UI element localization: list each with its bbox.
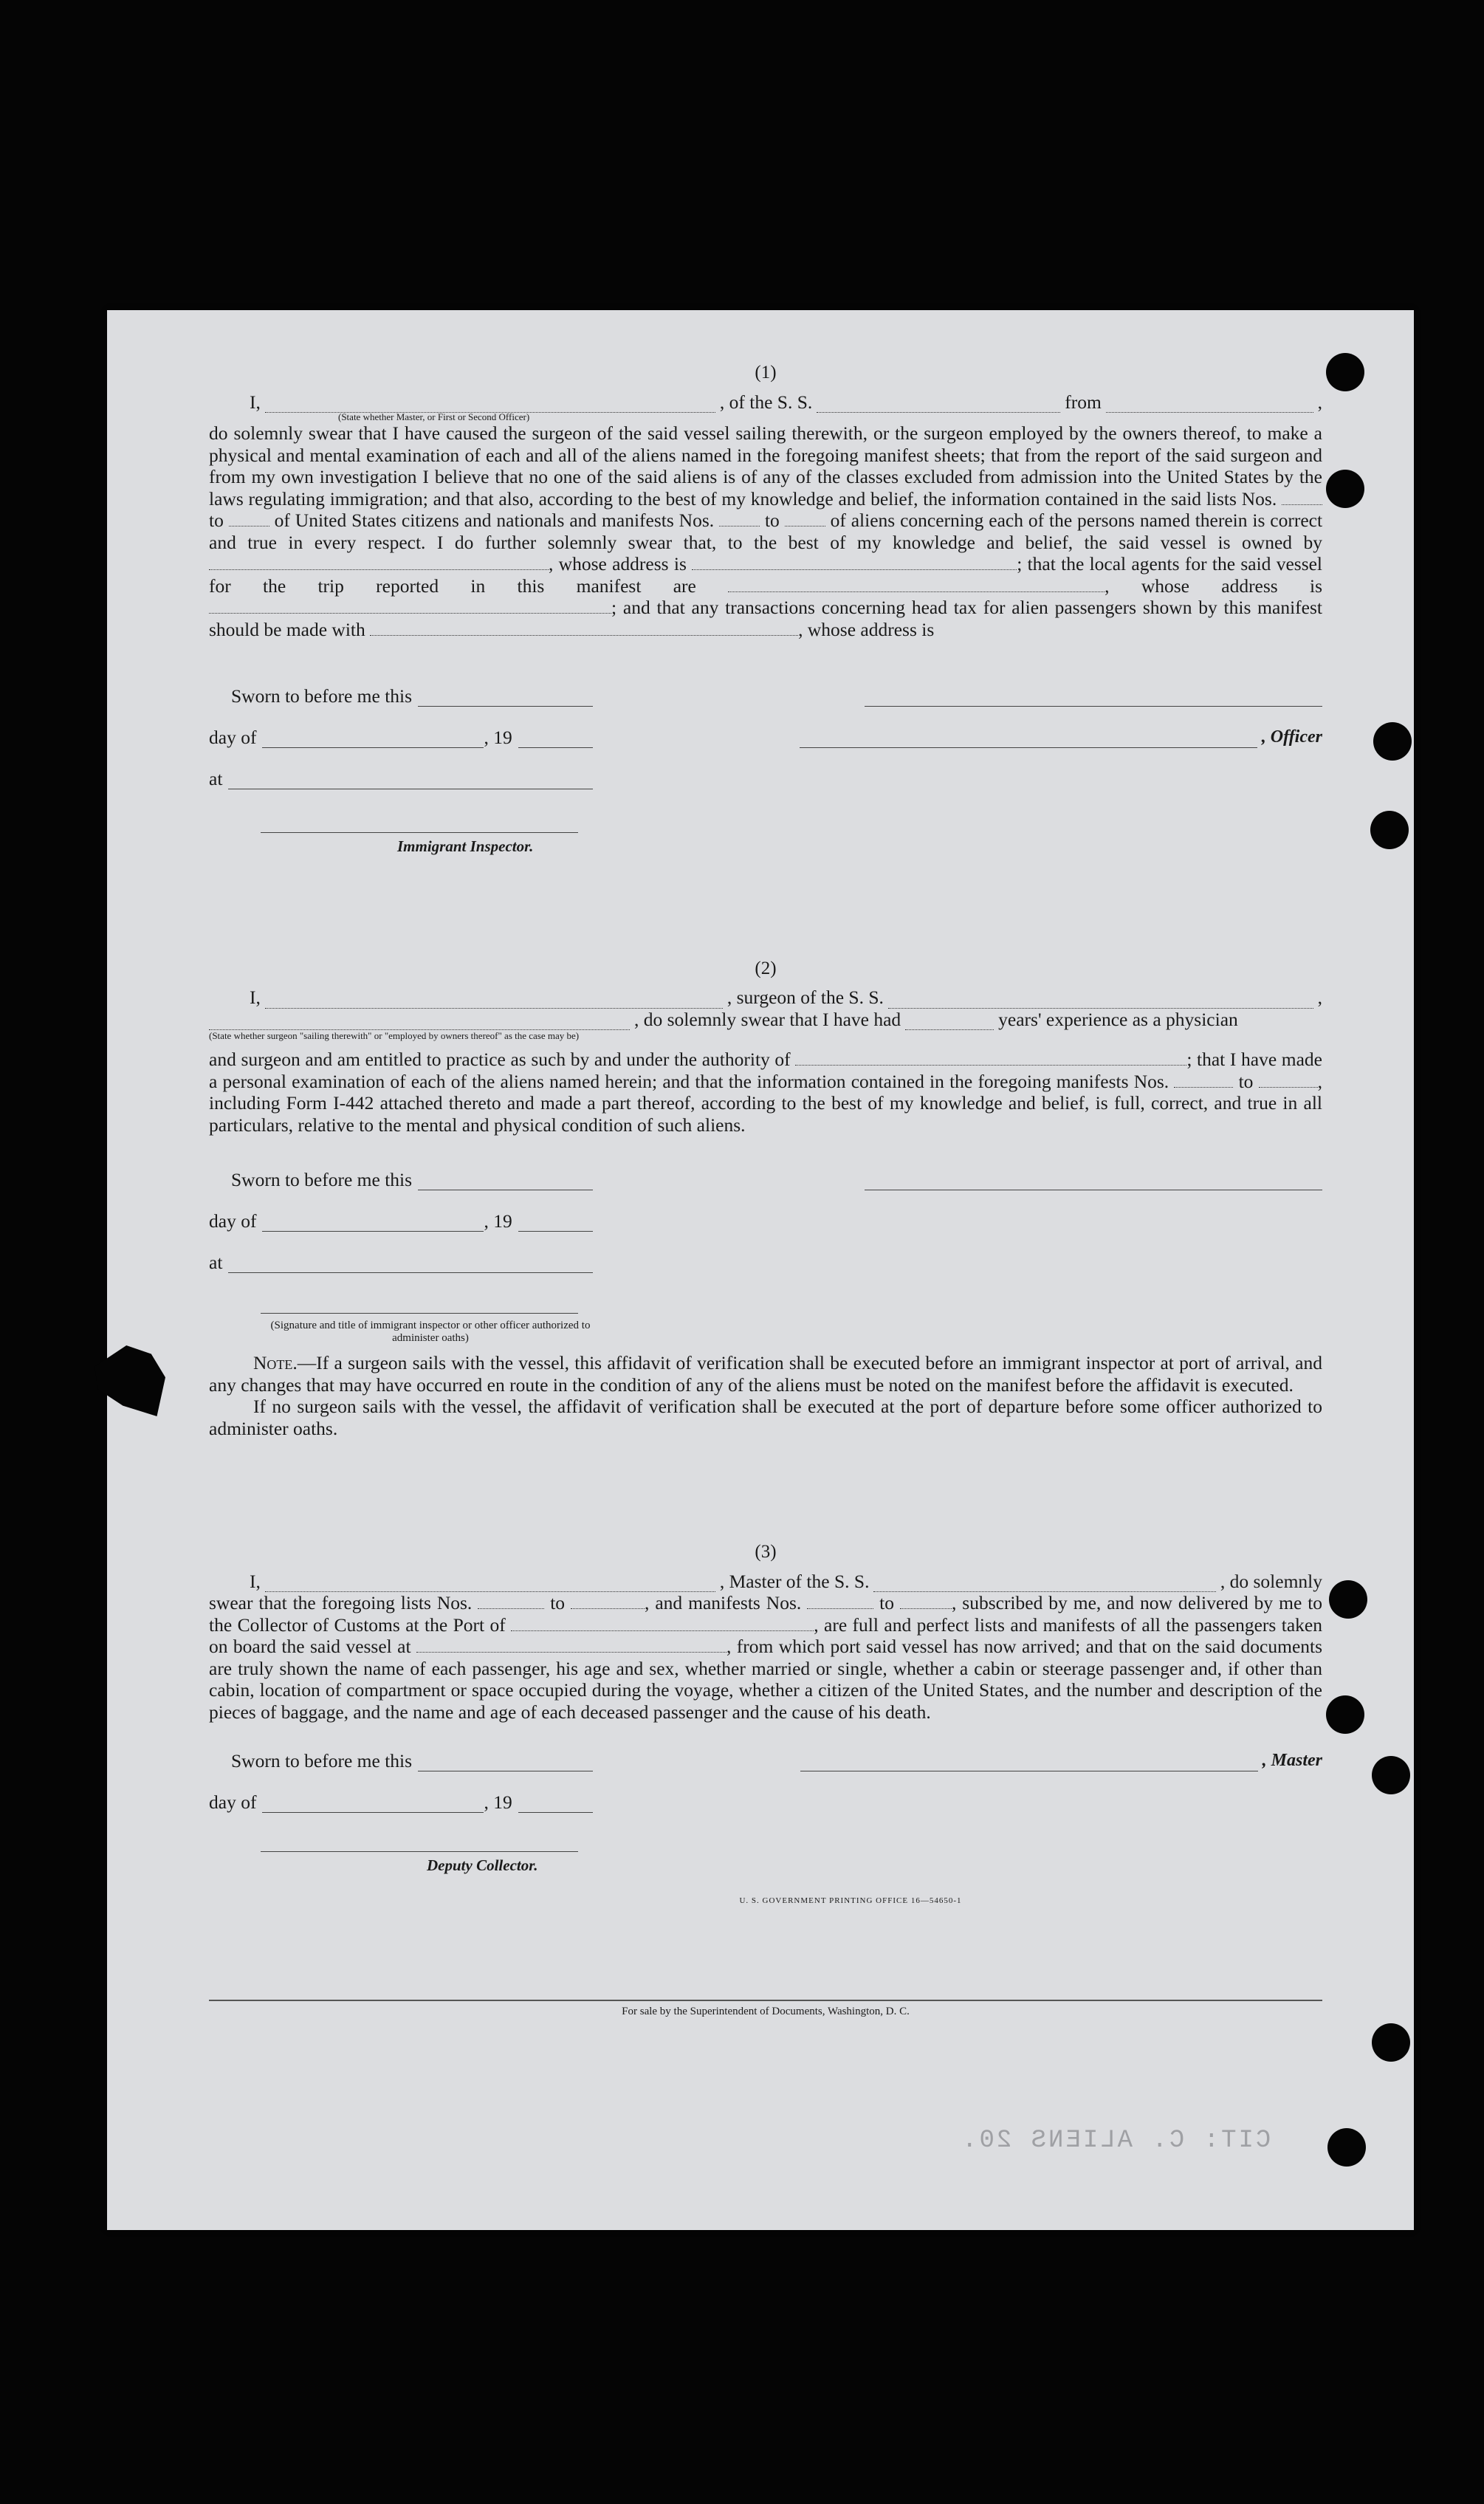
punch-hole bbox=[1372, 2023, 1410, 2062]
oath-paragraph: do solemnly swear that I have caused the surgeon of the said vessel sailing therewith, or the surgeon employed by the owners thereof, to make a physical and mental examination of each and all of the aliens named in the foregoing manifest sheets; that from the report of the said surgeon and from my own investigation I believe that no one of the said aliens is of any of the classes excluded from admission into the United States by the laws regulating immigration; and that also, according to the best of my knowledge and belief, the information contained in the said lists Nos. to of United States citizens and nationals and manifests Nos. to of aliens concerning each of the persons named therein is correct and true in every respect. I do further solemnly swear that, to the best of my knowledge and belief, the said vessel is owned by , whose address is ; that the local agents for the said vessel for the trip reported in this manifest are , whose address is ; and that any transactions concerning head tax for alien passengers shown by this manifest should be made with , whose address is bbox=[209, 422, 1323, 640]
day-of-label: day of bbox=[209, 1791, 257, 1813]
lists-from-field[interactable] bbox=[478, 1595, 544, 1609]
sworn-date-field[interactable] bbox=[418, 693, 593, 707]
lists-to-field[interactable] bbox=[229, 512, 269, 526]
at-label: at bbox=[209, 1251, 223, 1273]
head-tax-text: ; and that any transactions concerning head tax for alien passengers shown by this manifest should be made with bbox=[209, 597, 1322, 640]
at-row bbox=[209, 748, 1322, 789]
agents-text: that the local agents for the said vessel for the trip reported in this manifest are bbox=[209, 553, 1323, 597]
year-label: , 19 bbox=[484, 1210, 512, 1232]
punch-hole bbox=[1370, 811, 1409, 849]
owner-field[interactable] bbox=[209, 556, 549, 570]
sworn-label: Sworn to before me this bbox=[231, 1168, 413, 1190]
punch-hole bbox=[1372, 1756, 1410, 1794]
manifests-to-field[interactable] bbox=[1259, 1074, 1318, 1088]
years-exp-label: years' experience as a physician bbox=[998, 1008, 1238, 1030]
years-field[interactable] bbox=[905, 1016, 994, 1030]
to-label: to bbox=[550, 1592, 566, 1613]
at-row bbox=[209, 1232, 1322, 1273]
declaration-text: port said vessel has now arrived; and that on the said documents are truly shown the name of each passenger, his age and sex, whether married or single, whether a cabin or steerage passenger and, if other than cabin, location of compartment or space occupied during the voyage, whether a citizen of the United States, and the number and description of the pieces of baggage, and the name and age of each deceased passenger and the cause of his death. bbox=[209, 1636, 1323, 1723]
address-label: whose address is bbox=[1141, 574, 1323, 597]
form-content bbox=[209, 362, 1322, 1912]
citizens-text: of United States citizens and nationals and manifests Nos. bbox=[274, 510, 715, 531]
day-row bbox=[209, 1771, 1322, 1813]
footer-rule bbox=[209, 2000, 1322, 2001]
officer-title-field[interactable] bbox=[800, 734, 1257, 748]
sworn-row bbox=[209, 1730, 1322, 1771]
bleed-through-text: CIT: C. ALIENS 20. bbox=[960, 2127, 1271, 2155]
to-label: to bbox=[1238, 1070, 1254, 1092]
manifests-to-field[interactable] bbox=[900, 1595, 952, 1609]
i-label: I, bbox=[250, 987, 261, 1008]
signature-caption: (Signature and title of immigrant inspector or other officer authorized to administer oaths) bbox=[270, 1320, 591, 1344]
day-field[interactable] bbox=[262, 1799, 484, 1813]
punch-hole bbox=[1326, 470, 1364, 508]
i-label: I, bbox=[250, 391, 261, 413]
printing-office-line: U. S. GOVERNMENT PRINTING OFFICE 16—54650-1 bbox=[739, 1896, 962, 1905]
master-signature-field[interactable] bbox=[800, 1757, 1258, 1771]
surgeon-of-label: , surgeon of the S. S. bbox=[726, 987, 884, 1008]
note-label: Note. bbox=[253, 1352, 298, 1373]
note-2-paragraph: If no surgeon sails with the vessel, the affidavit of verification shall be executed at the port of departure before some officer authorized to administer oaths. bbox=[209, 1396, 1322, 1439]
sworn-date-field[interactable] bbox=[418, 1757, 593, 1771]
master-name-field[interactable] bbox=[265, 1578, 715, 1592]
section-number: (3) bbox=[755, 1542, 777, 1562]
i-label: I, bbox=[250, 1570, 261, 1592]
at-field[interactable] bbox=[228, 1259, 593, 1273]
sworn-label: Sworn to before me this bbox=[231, 1749, 413, 1771]
day-field[interactable] bbox=[262, 734, 484, 748]
aliens-text: of aliens concerning each of the persons named therein is correct and true in every respect. I do further solemnly swear that, to the best of my knowledge and belief, the said vessel is owned by bbox=[209, 510, 1323, 553]
do-solemnly-label: , do solemnly bbox=[1220, 1570, 1322, 1592]
section-3 bbox=[209, 1541, 1322, 1912]
agents-address-field[interactable] bbox=[209, 600, 611, 614]
from-label: from bbox=[1065, 391, 1102, 413]
oath-text: do solemnly swear that I have caused the surgeon of the said vessel sailing therewith, or the surgeon employed by the owners thereof, to make a physical and mental examination of each and all of the aliens named in the foregoing manifest sheets; that from the report of the said surgeon and from my own investigation I believe that no one of the said aliens is of any of the classes excluded from admission into the United States by the laws regulating immigration; and that also, according to the best of my knowledge and belief, the information contained in the said lists Nos. bbox=[209, 422, 1322, 510]
master-label: , Master bbox=[1262, 1750, 1322, 1770]
edge-mark bbox=[1326, 1023, 1345, 1026]
day-of-label: day of bbox=[209, 1210, 257, 1232]
lists-to-field[interactable] bbox=[571, 1595, 645, 1609]
inspector-signature-field[interactable] bbox=[261, 1295, 578, 1314]
manifests-to-field[interactable] bbox=[785, 512, 825, 526]
delivered-text: delivered by me to the Collector of Customs at the Port of bbox=[209, 1592, 1323, 1636]
sworn-label: Sworn to before me this bbox=[231, 685, 413, 707]
manifests-all-text: manifests of all the passengers taken on board the said vessel at bbox=[209, 1613, 1322, 1657]
year-field[interactable] bbox=[518, 1218, 593, 1232]
authority-text: and surgeon and am entitled to practice as such by and under the authority of bbox=[209, 1049, 791, 1070]
officer-label: , Officer bbox=[1261, 727, 1322, 747]
edge-mark bbox=[131, 1307, 135, 1313]
at-field[interactable] bbox=[228, 775, 593, 789]
deputy-caption: Deputy Collector. bbox=[427, 1856, 538, 1874]
section-2 bbox=[209, 958, 1322, 1440]
inspector-caption: Immigrant Inspector. bbox=[397, 837, 534, 855]
to-label: to bbox=[209, 510, 224, 531]
surgeon-status-field[interactable] bbox=[209, 1016, 630, 1030]
swear-lists-text: swear that the foregoing lists Nos. bbox=[209, 1592, 473, 1613]
edge-mark bbox=[1341, 1313, 1360, 1316]
inspector-signature-field[interactable] bbox=[261, 814, 578, 833]
surgeon-experience-line bbox=[209, 1009, 1322, 1031]
year-label: , 19 bbox=[484, 1791, 512, 1813]
surgeon-name-field[interactable] bbox=[265, 995, 723, 1009]
punch-hole bbox=[1373, 722, 1412, 761]
agents-field[interactable] bbox=[728, 578, 1105, 592]
deputy-signature-field[interactable] bbox=[261, 1834, 578, 1852]
address-label: , whose address is bbox=[549, 553, 687, 574]
punch-hole bbox=[1326, 353, 1364, 391]
section-number: (1) bbox=[755, 363, 777, 383]
day-field[interactable] bbox=[262, 1218, 484, 1232]
from-which-text: , from which bbox=[726, 1636, 825, 1657]
officer-line: I, , of the S. S. from , bbox=[250, 391, 1322, 413]
year-field[interactable] bbox=[518, 1799, 593, 1813]
manifests-from-field[interactable] bbox=[1174, 1074, 1233, 1088]
address-label: , whose address is bbox=[798, 618, 935, 640]
to-label: to bbox=[764, 510, 780, 531]
surgeon-signature-field[interactable] bbox=[865, 1176, 1322, 1190]
to-label: to bbox=[879, 1592, 894, 1613]
day-row bbox=[209, 707, 1322, 748]
surgeon-paragraph: and surgeon and am entitled to practice as such by and under the authority of ; that I have made a personal examination of each of the aliens named herein; and that the information contained in the foregoing manifests Nos. to , including Form I-442 attached thereto and made a part thereof, according to the best of my knowledge and belief, is full, correct, and true in all particulars, relative to the mental and physical condition of such aliens. bbox=[209, 1049, 1323, 1136]
punch-hole bbox=[1326, 1695, 1364, 1734]
section-number: (2) bbox=[755, 958, 777, 978]
head-tax-agent-field[interactable] bbox=[370, 622, 798, 636]
surgeon-line: I, , surgeon of the S. S. , bbox=[250, 987, 1322, 1008]
year-label: , 19 bbox=[484, 726, 512, 748]
owner-address-field[interactable] bbox=[692, 556, 1017, 570]
master-paragraph bbox=[209, 1592, 1322, 1723]
of-ss-label: , of the S. S. bbox=[719, 391, 813, 413]
punch-hole bbox=[1329, 1580, 1367, 1619]
year-field[interactable] bbox=[518, 734, 593, 748]
master-of-label: , Master of the S. S. bbox=[719, 1570, 870, 1592]
subscribed-text: , subscribed by me, and now bbox=[951, 1592, 1172, 1613]
embark-port-field[interactable] bbox=[416, 1639, 726, 1653]
manifests-from-field[interactable] bbox=[807, 1595, 873, 1609]
note-paragraph bbox=[209, 1352, 1322, 1396]
sworn-date-field[interactable] bbox=[418, 1176, 593, 1190]
full-perfect-text: , are full and perfect lists and bbox=[814, 1613, 1038, 1636]
including-text: , including Form I-442 attached thereto and made a part thereof, according to the best of my knowledge and belief, is full, correct, and true in all particulars, relative to the mental and physical condition of such aliens. bbox=[209, 1070, 1322, 1136]
sworn-row bbox=[209, 665, 1322, 707]
note-text: —If a surgeon sails with the vessel, this affidavit of verification shall be executed before an immigrant inspector at port of arrival, and any changes that may have occurred en route in the condition of any of the aliens must be noted on the manifest before the affidavit is executed. bbox=[209, 1352, 1322, 1396]
surgeon-caption: (State whether surgeon "sailing therewith" or "employed by owners thereof" as the case may be) bbox=[209, 1030, 580, 1041]
at-label: at bbox=[209, 767, 223, 789]
from-port-field[interactable] bbox=[1106, 399, 1313, 413]
day-of-label: day of bbox=[209, 726, 257, 748]
swear-exp-label: , do solemnly swear that I have had bbox=[634, 1008, 901, 1030]
sale-notice: For sale by the Superintendent of Documents, Washington, D. C. bbox=[622, 2006, 910, 2017]
port-field[interactable] bbox=[511, 1617, 814, 1631]
examination-text: that I have made a personal examination of each of the aliens named herein; and that the information contained in the foregoing manifests Nos. bbox=[209, 1049, 1323, 1092]
lists-from-field[interactable] bbox=[1282, 491, 1322, 505]
sworn-row bbox=[209, 1149, 1322, 1190]
officer-signature-field[interactable] bbox=[865, 693, 1322, 707]
vessel-name-field[interactable] bbox=[817, 399, 1060, 413]
officer-caption: (State whether Master, or First or Second Officer) bbox=[338, 411, 530, 422]
day-row bbox=[209, 1190, 1322, 1232]
punch-hole bbox=[1327, 2128, 1366, 2167]
surgeon-vessel-field[interactable] bbox=[888, 995, 1313, 1009]
authority-field[interactable] bbox=[795, 1052, 1186, 1066]
master-vessel-field[interactable] bbox=[873, 1578, 1215, 1592]
and-manifests-text: , and manifests Nos. bbox=[645, 1592, 802, 1613]
master-line bbox=[250, 1571, 1322, 1593]
section-1 bbox=[209, 362, 1322, 858]
manifests-from-field[interactable] bbox=[719, 512, 760, 526]
edge-mark bbox=[168, 651, 172, 657]
